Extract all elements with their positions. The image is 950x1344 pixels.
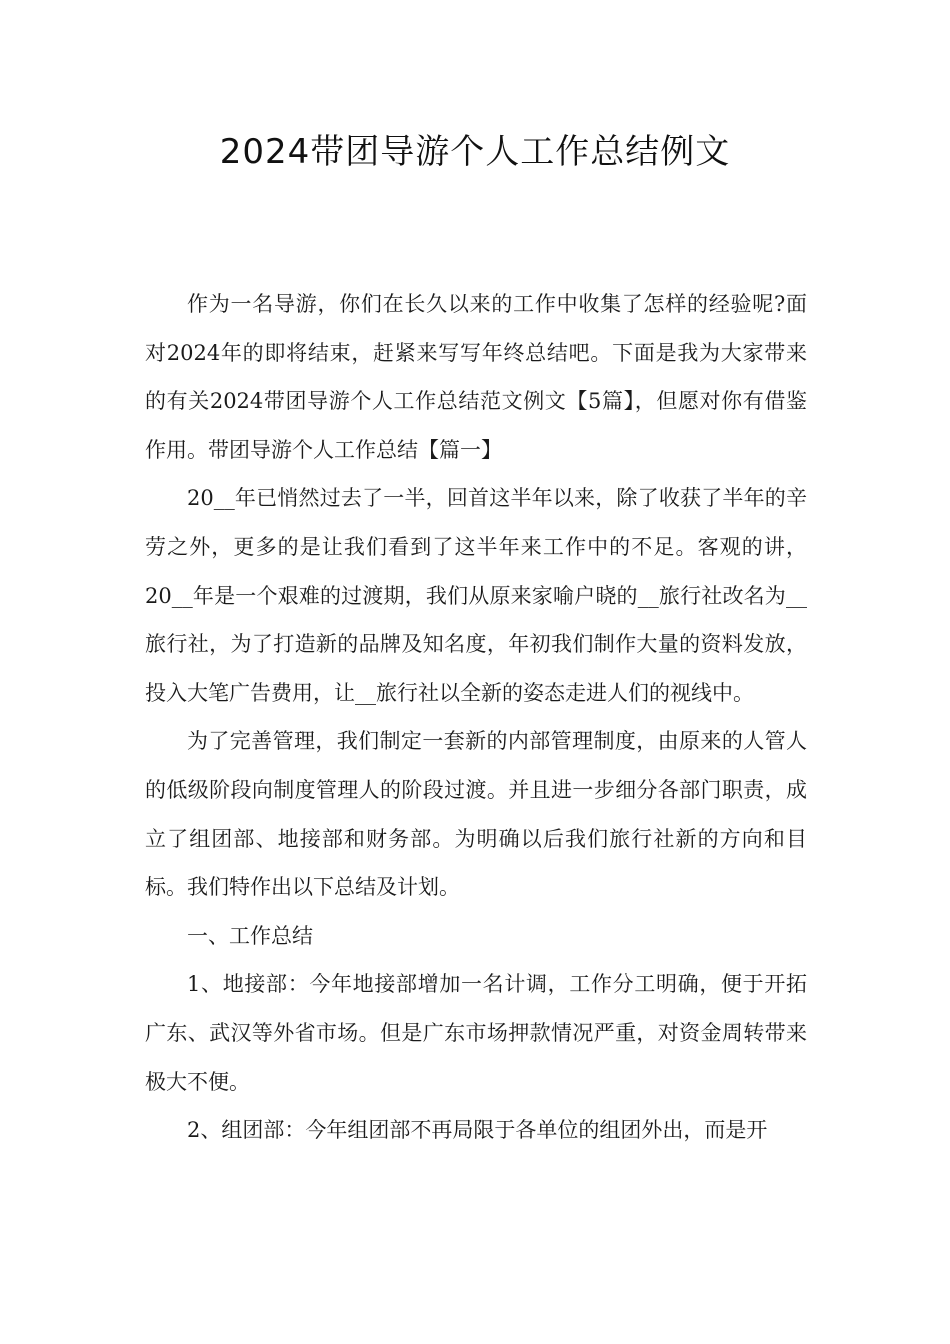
paragraph-local-dept: 1、地接部：今年地接部增加一名计调，工作分工明确，便于开拓广东、武汉等外省市场。但是广东市场押款情况严重，对资金周转带来极大不便。 <box>145 972 807 1094</box>
document-body <box>145 280 807 1155</box>
paragraph-group-dept: 2、组团部：今年组团部不再局限于各单位的组团外出，而是开 <box>187 1118 768 1143</box>
paragraph-review: 20__年已悄然过去了一半，回首这半年以来，除了收获了半年的辛劳之外，更多的是让我们看到了这半年来工作中的不足。客观的讲，20__年是一个艰难的过渡期，我们从原来家喻户晓的__旅行社改名为__旅行社，为了打造新的品牌及知名度，年初我们制作大量的资料发放，投入大笔广告费用，让__旅行社以全新的姿态走进人们的视线中。 <box>145 486 807 705</box>
paragraph-intro: 作为一名导游，你们在长久以来的工作中收集了怎样的经验呢?面对2024年的即将结束，赶紧来写写年终总结吧。下面是我为大家带来的有关2024带团导游个人工作总结范文例文【5篇】，但愿对你有借鉴作用。带团导游个人工作总结【篇一】 <box>145 292 807 462</box>
paragraph-management: 为了完善管理，我们制定一套新的内部管理制度，由原来的人管人的低级阶段向制度管理人的阶段过渡。并且进一步细分各部门职责，成立了组团部、地接部和财务部。为明确以后我们旅行社新的方向和目标。我们特作出以下总结及计划。 <box>145 729 807 900</box>
document-title: 2024带团导游个人工作总结例文 <box>219 132 731 172</box>
section-heading-work-summary: 一、工作总结 <box>187 923 313 948</box>
